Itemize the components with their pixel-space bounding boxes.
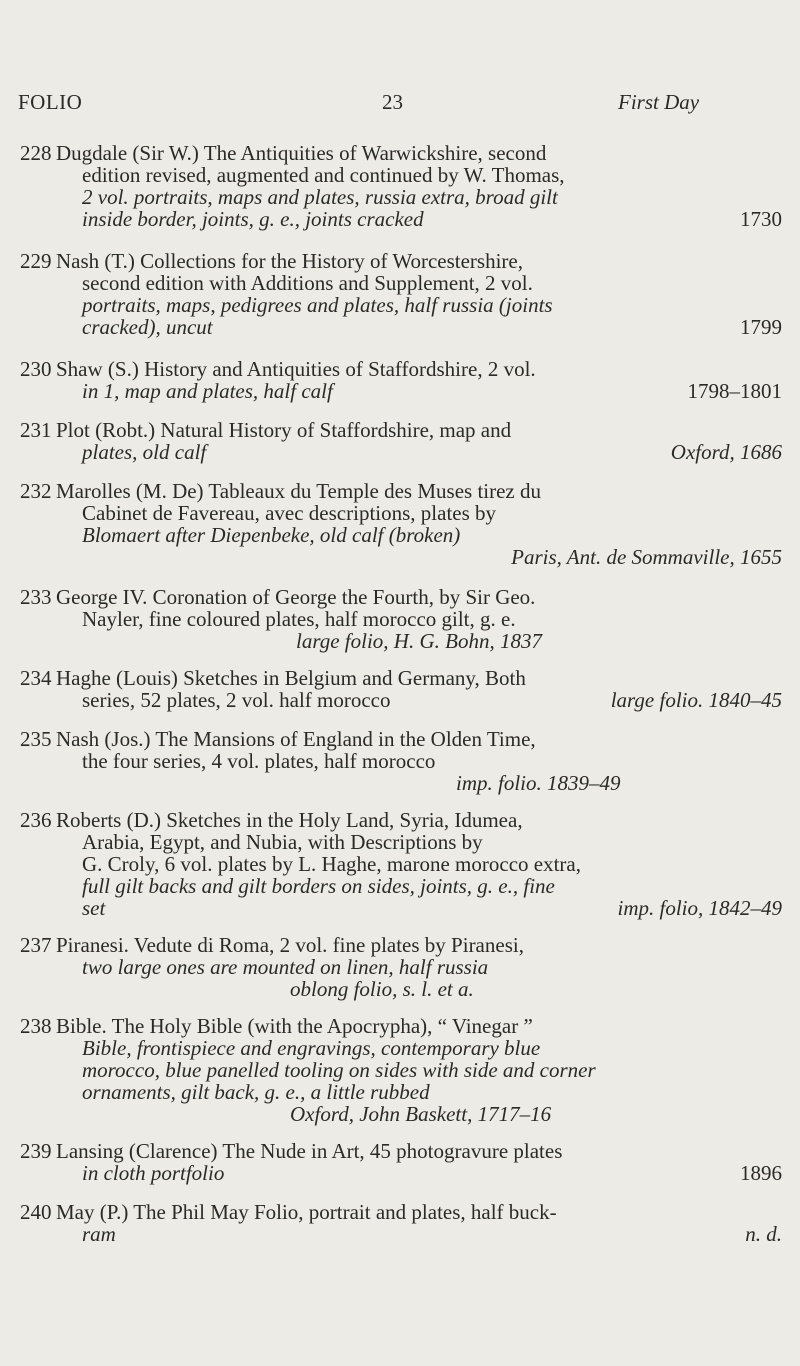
lot-date: 1896 <box>740 1161 782 1185</box>
lot-number: 228 <box>20 141 52 165</box>
lot-imprint: Oxford, John Baskett, 1717–16 <box>290 1102 552 1126</box>
lot-line: G. Croly, 6 vol. plates by L. Haghe, marone morocco extra, <box>82 852 581 876</box>
lot-line: Dugdale (Sir W.) The Antiquities of Warwickshire, second <box>56 141 547 165</box>
lot-description <box>56 419 784 463</box>
lot-number: 240 <box>20 1200 52 1224</box>
lot-line: set <box>82 896 106 920</box>
page-number: 23 <box>382 90 403 114</box>
lot-line: Blomaert after Diepenbeke, old calf (broken) <box>82 523 461 547</box>
lot-line: ornaments, gilt back, g. e., a little rubbed <box>82 1080 430 1104</box>
lot-date: 1730 <box>740 207 782 231</box>
lot-description <box>56 934 784 1000</box>
lot-line: George IV. Coronation of George the Fourth, by Sir Geo. <box>56 585 536 609</box>
lot-imprint: imp. folio, 1842–49 <box>617 896 782 920</box>
lot-line: Bible. The Holy Bible (with the Apocrypha), “ Vinegar ” <box>56 1014 533 1038</box>
lot-number: 229 <box>20 249 52 273</box>
lot-line: edition revised, augmented and continued by W. Thomas, <box>82 163 565 187</box>
lot-line: May (P.) The Phil May Folio, portrait and plates, half buck- <box>56 1200 557 1224</box>
lot-line: portraits, maps, pedigrees and plates, half russia (joints <box>82 293 553 317</box>
lot-line: the four series, 4 vol. plates, half morocco <box>82 749 436 773</box>
lot-number: 233 <box>20 585 52 609</box>
lot-imprint: large folio. 1840–45 <box>610 688 782 712</box>
lot-imprint: oblong folio, s. l. et a. <box>290 977 474 1001</box>
lot-number: 236 <box>20 808 52 832</box>
lot-description <box>56 667 784 711</box>
lot-line: Nash (Jos.) The Mansions of England in the Olden Time, <box>56 727 536 751</box>
lot-description <box>56 142 784 230</box>
lot-description <box>56 809 784 919</box>
lot-line: morocco, blue panelled tooling on sides with side and corner <box>82 1058 596 1082</box>
lot-date: 1799 <box>740 315 782 339</box>
lot-line: Arabia, Egypt, and Nubia, with Descriptions by <box>82 830 483 854</box>
lot-line: Roberts (D.) Sketches in the Holy Land, Syria, Idumea, <box>56 808 523 832</box>
lot-number: 239 <box>20 1139 52 1163</box>
lot-number: 231 <box>20 418 52 442</box>
lot-description <box>56 586 784 652</box>
lot-line: Piranesi. Vedute di Roma, 2 vol. fine plates by Piranesi, <box>56 933 524 957</box>
lot-line: Nash (T.) Collections for the History of Worcestershire, <box>56 249 523 273</box>
lot-line: Bible, frontispiece and engravings, contemporary blue <box>82 1036 541 1060</box>
lot-line: second edition with Additions and Supplement, 2 vol. <box>82 271 533 295</box>
lot-description <box>56 250 784 338</box>
lot-line: in cloth portfolio <box>82 1161 225 1185</box>
lot-number: 235 <box>20 727 52 751</box>
lot-line: Lansing (Clarence) The Nude in Art, 45 photogravure plates <box>56 1139 563 1163</box>
lot-number: 238 <box>20 1014 52 1038</box>
lot-line: Plot (Robt.) Natural History of Staffordshire, map and <box>56 418 512 442</box>
lot-imprint: imp. folio. 1839–49 <box>456 771 621 795</box>
lot-imprint: n. d. <box>745 1222 782 1246</box>
lot-line: inside border, joints, g. e., joints cracked <box>82 207 424 231</box>
lot-imprint: large folio, H. G. Bohn, 1837 <box>296 629 542 653</box>
lot-description <box>56 1140 784 1184</box>
lot-line: full gilt backs and gilt borders on sides, joints, g. e., fine <box>82 874 555 898</box>
lot-line: two large ones are mounted on linen, half russia <box>82 955 489 979</box>
lot-line: 2 vol. portraits, maps and plates, russia extra, broad gilt <box>82 185 558 209</box>
lot-line: Cabinet de Favereau, avec descriptions, plates by <box>82 501 497 525</box>
lot-line: plates, old calf <box>82 440 207 464</box>
sale-day: First Day <box>618 90 700 114</box>
lot-date: 1798–1801 <box>687 379 782 403</box>
lot-number: 237 <box>20 933 52 957</box>
lot-line: series, 52 plates, 2 vol. half morocco <box>82 688 391 712</box>
lot-line: in 1, map and plates, half calf <box>82 379 333 403</box>
lot-description <box>56 728 784 794</box>
lot-line: Marolles (M. De) Tableaux du Temple des Muses tirez du <box>56 479 541 503</box>
lot-line: Haghe (Louis) Sketches in Belgium and Germany, Both <box>56 666 526 690</box>
lot-description <box>56 358 784 402</box>
lot-imprint: Oxford, 1686 <box>670 440 782 464</box>
lot-number: 232 <box>20 479 52 503</box>
lot-line: Shaw (S.) History and Antiquities of Staffordshire, 2 vol. <box>56 357 536 381</box>
lot-number: 234 <box>20 666 52 690</box>
lot-imprint: Paris, Ant. de Sommaville, 1655 <box>511 545 782 569</box>
lot-number: 230 <box>20 357 52 381</box>
lot-line: Nayler, fine coloured plates, half morocco gilt, g. e. <box>82 607 516 631</box>
section-title: FOLIO <box>18 90 83 114</box>
lot-description <box>56 480 784 568</box>
lot-line: cracked), uncut <box>82 315 213 339</box>
page-header <box>0 90 800 120</box>
lot-line: ram <box>82 1222 116 1246</box>
lot-description <box>56 1015 784 1125</box>
lot-description <box>56 1201 784 1245</box>
